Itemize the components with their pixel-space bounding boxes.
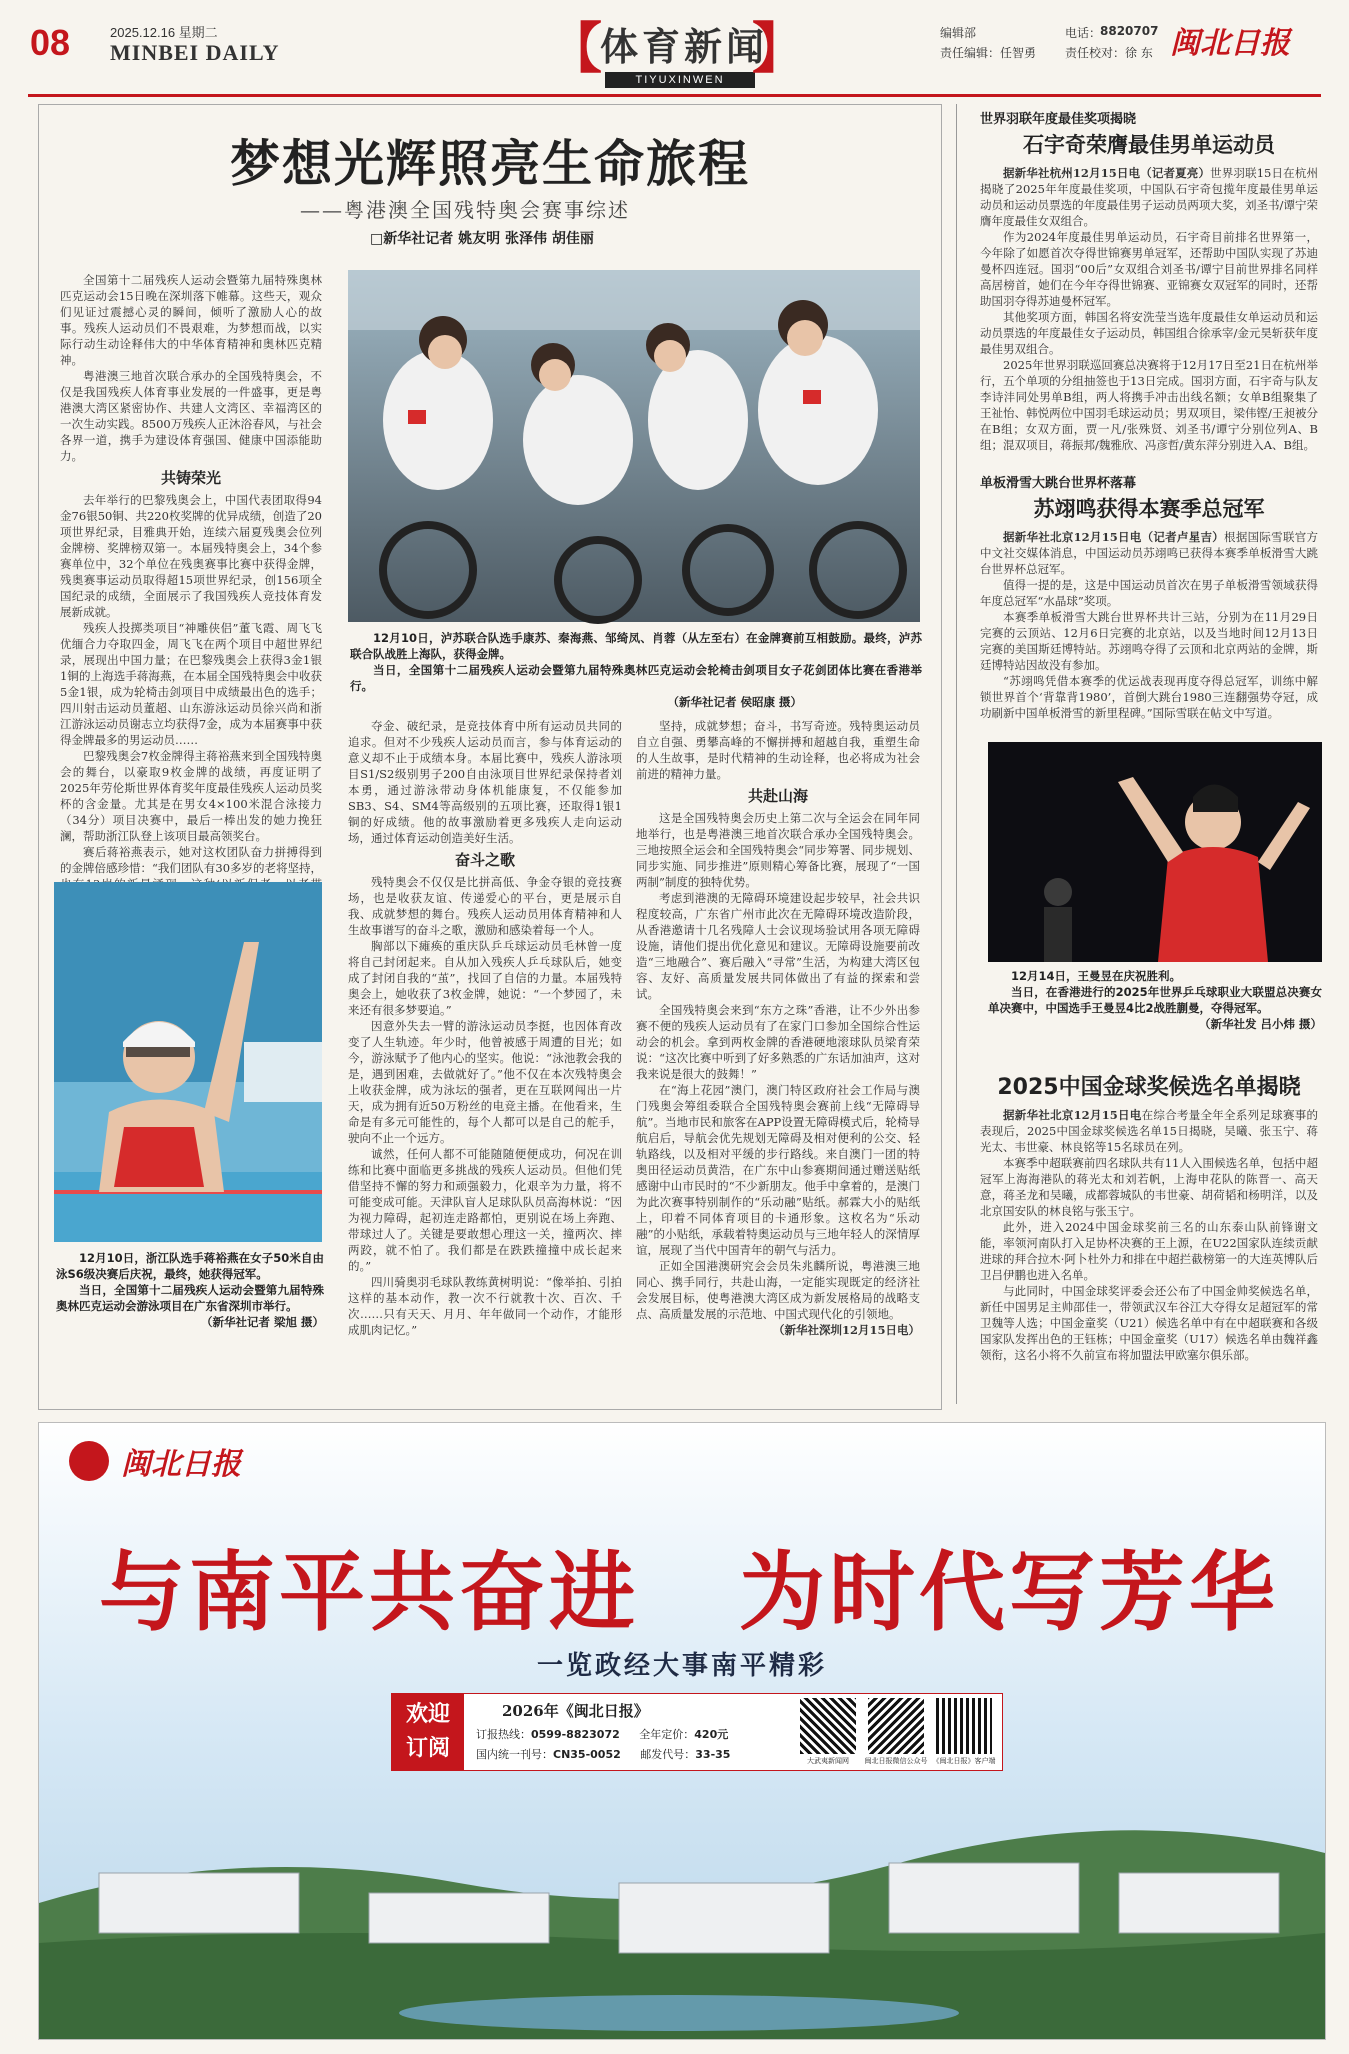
ad-logo-text: 闽北日报 [121,1447,241,1482]
responsible-editor: 责任编辑：任智勇 [940,46,1037,60]
bracket-left-icon: 【 [548,17,602,80]
phone-number: 8820707 [1100,24,1159,38]
paragraph: 全国第十二届残疾人运动会暨第九届特殊奥林匹克运动会15日晚在深圳落下帷幕。这些天，观众们见证过震撼心灵的瞬间，倾听了激励人心的故事。残疾人运动员们不畏艰难，为梦想而战，以实际行动生动诠释伟大的中华体育精神和奥林匹克精神。 [60,273,322,367]
article-badminton [980,108,1318,465]
paragraph: 去年举行的巴黎残奥会上，中国代表团取得94金76银50铜、共220枚奖牌的优异成绩，创造了20项世界纪录，目雅典开始，连续六届夏残奥会位列金牌榜、奖牌榜双第一。本届残特奥会上，34个参赛单位中，32个单位在残奥赛事比赛中获得金牌，残奥赛事运动员取得超15项世界纪录，创156项全国纪录的成绩，全面展示了我国残疾人竞技体育发展新成就。 [60,493,322,619]
hotline-row [476,1726,728,1742]
paragraph: 夺金、破纪录，是竞技体育中所有运动员共同的追求。但对不少残疾人运动员而言，参与体育运动的意义却不止于成绩本身。本届比赛中，残疾人游泳项目S1/S2级别男子200自由泳项目世界纪录保持者刘本勇，通过游泳带动身体机能康复，不仅能参加SB3、S4、SM4等高级别的五项比赛，还取得1银1铜的好成绩。他的故事激励着更多残疾人走向运动场，通过体育运动创造美好生活。 [348,719,622,845]
paragraph: 作为2024年度最佳男单运动员，石宇奇目前排名世界第一，今年除了如愿首次夺得世锦赛男单冠军，还帮助中国队实现了苏迪曼杯四连冠。国羽“00后”女双组合刘圣书/谭宁目前世界排名同样高居榜首，她们在今年夺得世锦赛、亚锦赛女双冠军的同时，还帮助国羽夺得苏迪曼杯冠军。 [980,230,1318,308]
article-title: 苏翊鸣获得本赛季总冠军 [1033,497,1265,521]
paragraph: 残疾人投掷类项目“神雕侠侣”董飞霞、周飞飞优缅合力夺取四金，周飞飞在两个项目中超世界纪录，展现出中国力量；在巴黎残奥会上获得3金1银1铜的上海选手蒋海燕，在本届全国残特奥会中收获5金1银，成为轮椅击剑项目中成绩最出色的选手；四川射击运动员董超、山东游泳运动员徐兴尚和浙江游泳运动员谢志立均获得7金，成为本届赛事中获得金牌最多的男运动员…… [60,621,322,747]
paragraph: 四川骑奥羽毛球队教练黄树明说：“像举拍、引拍这样的基本动作，教一次不行就教十次、百次、千次……只有天天、月月、年年做同一个动作，才能形成肌肉记忆。” [348,1275,622,1337]
swimmer-photo [54,882,322,1242]
fencing-photo-illustration [348,270,920,622]
editorial-dept: 编辑部 [940,26,977,40]
swimmer-photo-illustration [54,882,322,1242]
qr-code-icon [868,1698,924,1754]
caption-line: 当日，在香港进行的2025年世界乒乓球职业大联盟总决赛女单决赛中，中国选手王曼昱4比2战胜蒯曼，夺得冠军。 [988,985,1322,1015]
main-column-2 [348,718,622,1398]
photo-credit: （新华社发 吕小炜 摄） [1198,1017,1322,1031]
hotline-value: 0599-8823072 [531,1728,620,1741]
main-column-1 [60,272,323,875]
hotline-label: 订报热线： [476,1728,531,1741]
issn-row [476,1746,730,1762]
bracket-right-icon: 】 [752,17,806,80]
welcome-label: 欢迎 [405,1702,450,1727]
paragraph: 残特奥会不仅仅是比拼高低、争金夺银的竞技赛场，也是收获友谊、传递爱心的平台，更是展示自我、成就梦想的舞台。残疾人运动员用体育精神和人生故事谱写的奋斗之歌，激励和感染着每一个人。 [348,875,622,937]
issue-date: 2025.12.16 星期二 [110,25,218,40]
paragraph: 诚然，任何人都不可能随随便便成功，何况在训练和比赛中面临更多挑战的残疾人运动员。但他们凭借坚持不懈的努力和顽强毅力，化艰辛为力量，将不可能变成可能。天津队盲人足球队队员高海林说：“因为视力障碍，起初连走路都怕，更别说在场上奔跑、带球过人了。关键是要敢想心理这一关，撞两次、摔两跤，就不怕了。我们都是在跌跌撞撞中成长起来的。” [348,1147,622,1273]
qr-label: 大武夷新闻网 [807,1757,849,1765]
article-title: 2025中国金球奖候选名单揭晓 [997,1075,1301,1100]
paragraph: 与此同时，中国金球奖评委会还公布了中国金帅奖候选名单，新任中国男足主帅邵佳一，带领武汉车谷江大夺得女足超冠军的常卫魏等人选；中国金童奖（U21）候选名单中有在中超联赛和各级国家队发挥出色的王钰栋；中国金童奖（U17）候选名单由魏祥鑫领衔，这名小将不久前宣布将加盟法甲欧塞尔俱乐部。 [980,1284,1318,1362]
caption-line: 12月14日，王曼昱在庆祝胜利。 [1011,969,1182,983]
paragraph: 这是全国残特奥会历史上第二次与全运会在同年同地举行，也是粤港澳三地首次联合承办全国残特奥会。三地按照全运会和全国残特奥会“同步筹署、同步规划、同步实施、同步推进”原则精心筹备比赛，展现了“一国两制”制度的独特优势。 [636,811,920,889]
price-label: 全年定价： [639,1728,695,1741]
subscription-box [391,1693,1003,1771]
section-heading: 共铸荣光 [160,469,221,487]
article-lead: 据新华社北京12月15日电（记者卢星吉） [1003,530,1225,544]
paragraph: 巴黎残奥会7枚金牌得主蒋裕燕来到全国残特奥会的舞台，以豪取9枚金牌的战绩，再度证明了2025年劳伦斯世界体育奖年度最佳残疾人运动员奖杯的含金量。尤其是在男女4×100米混合泳接力（34分）项目决赛中，最后一棒出发的她力挽狂澜，帮助浙江队登上该项目最高领奖台。 [60,749,322,843]
price-value: 420元 [694,1728,729,1741]
paragraph: 全国残特奥会来到“东方之珠”香港，让不少外出参赛不便的残疾人运动员有了在家门口参加全国综合性运动会的机会。拿到两枚金牌的香港硬地滚球队员梁育荣说：“这次比赛中听到了好多熟悉的广东话加油声，这对我来说是很大的鼓舞！” [636,1003,920,1081]
qr-label: 闽北日报微信公众号 [864,1757,928,1765]
swimmer-photo-caption [56,1250,324,1330]
subscription-year-title: 2026年《闽北日报》 [502,1702,649,1720]
photo-credit: （新华社记者 侯昭康 摄） [667,695,802,709]
caption-line: 当日，全国第十二届残疾人运动会暨第九届特殊奥林匹克运动会游泳项目在广东省深圳市举行。 [56,1283,324,1313]
postal-label: 邮发代号： [640,1748,696,1761]
section-heading: 奋斗之歌 [454,851,515,869]
article-title: 石宇奇荣膺最佳男单运动员 [1023,133,1275,157]
newspaper-logo: 闽北日报 [1170,26,1290,61]
photo-credit: （新华社记者 梁旭 摄） [200,1315,324,1329]
ad-slogan-right: 为时代写芳华 [739,1543,1279,1643]
fencing-photo [348,270,920,622]
paragraph: 因意外失去一臂的游泳运动员李挺，也因体育改变了人生轨迹。年少时，他曾被感于周遭的目光；如今，游泳赋予了他内心的坚实。他说：“泳池教会我的是，遇到困难，去做就好了。”他不仅在本次残特奥会上收获金牌，成为泳坛的强者，更在互联网闯出一片天，成为拥有近50万粉丝的电竞主播。在他看来，生命是有多元可能性的，每个人都可以是自己的舵手，驶向不止一个远方。 [348,1019,622,1145]
paragraph: 此外，进入2024中国金球奖前三名的山东泰山队前锋谢文能，率领河南队打入足协杯决赛的王上源，在U22国家队连续贡献进球的拜合拉木·阿卜杜外力和排在中超拦截榜第一的大连英博队后卫吕伊鹏也进入名单。 [980,1220,1318,1282]
column-divider [956,104,957,1404]
ad-slogan-left: 与南平共奋进 [99,1543,639,1643]
paragraph: 坚持，成就梦想；奋斗，书写奇迹。残特奥运动员自立自强、勇攀高峰的不懈拼搏和超越自我，重塑生命的人生故事，是时代精神的生动诠释，也必将成为社会前进的精神力量。 [636,719,920,781]
paragraph: 赛后蒋裕燕表示，她对这枚团队奋力拼搏得到的金牌倍感珍惜：“我们团队有30多岁的老将坚持， [60,845,323,875]
masthead [0,0,1349,88]
section-title-en: TIYUXINWEN [605,72,755,88]
paragraph: 考虑到港澳的无障碍环境建设起步较早，社会共识程度较高，广东省广州市此次在无障碍环境改造阶段，从香港邀请十几名残障人士会议现场验试用各项无障碍设施，请他们提出优化意见和建议。无障碍设施要前改造“三地融合”、赛后融入“寻常”生活，为构建大湾区包容、友好、高质量发展共同体做出了有益的探索和尝试。 [636,891,920,1001]
postal-value: 33-35 [695,1748,731,1761]
ad-tagline: 一览政经大事南平精彩 [536,1651,827,1681]
paragraph: 值得一提的是，这是中国运动员首次在男子单板滑雪领域获得年度总冠军“水晶球”奖项。 [980,578,1318,608]
section-title: 体育新闻 [600,25,769,69]
paragraph: 世界羽联15日在杭州揭晓了2025年年度最佳奖项，中国队石宇奇包揽年度最佳男单运动员和运动员票选的年度最佳男子运动员两项大奖，刘圣书/谭宁荣膺年度最佳女双组合。 [980,166,1318,228]
main-headline: 梦想光辉照亮生命旅程 [230,135,750,193]
caption-line: 当日，全国第十二届残疾人运动会暨第九届特殊奥林匹克运动会轮椅击剑项目女子花剑团体比赛在香港举行。 [350,663,922,693]
paper-name-en: MINBEI DAILY [110,40,280,65]
welcome-subscribe-badge [392,1694,464,1770]
table-tennis-caption [988,968,1322,1032]
article-lead: 据新华社北京12月15日电 [1003,1108,1142,1122]
qr-code-icon [800,1698,856,1754]
article-snowboard [980,472,1318,751]
paragraph: 在综合考量全年全系列足球赛事的表现后，2025中国金球奖候选名单15日揭晓，吴曦、张玉宁、蒋光太、韦世豪、林良铭等15名球员在列。 [980,1108,1319,1154]
fencing-photo-caption [350,630,922,710]
paragraph: 正如全国港澳研究会会员朱兆麟所说，粤港澳三地同心、携手同行，共赴山海，一定能实现既定的经济社会发展目标，使粤港澳大湾区成为新发展格局的战略支点、高质量发展的示范地、中国式现代化的引领地。 [636,1259,920,1321]
paragraph: 胸部以下瘫痪的重庆队乒乓球运动员毛林曾一度将自己封闭起来。自从加入残疾人乒乓球队后，她变成了封闭自我的“茧”，找回了自信的力量。本届残特奥会上，她收获了3枚金牌，她说：“一个梦园了，未来还有很多梦要追。” [348,939,622,1017]
paragraph: 本赛季中超联赛前四名球队共有11人入围候选名单，包括中超冠军上海海港队的蒋光太和刘若帆，上海申花队的陈晋一、高天意，蒋圣龙和吴曦，成都蓉城队的韦世豪、胡荷韬和杨明洋，以及北京国安队的林良铭与张玉宁。 [980,1156,1318,1218]
table-tennis-photo [988,742,1322,962]
header-rule [28,94,1321,97]
paragraph: 本赛季单板滑雪大跳台世界杯共计三站，分别为在11月29日完赛的云顶站、12月6日完赛的北京站，以及当地时间12月13日完赛的美国斯廷博特站。苏翊鸣夺得了云顶和北京两站的金牌，斯廷博特站因故没有参加。 [980,610,1318,672]
article-lead: 据新华社杭州12月15日电（记者夏亮） [1003,166,1211,180]
paragraph: 其他奖项方面，韩国名将安洗莹当选年度最佳女单运动员和运动员票选的年度最佳女子运动员，韩国组合徐承宰/金元昊斩获年度最佳男双组合。 [980,310,1318,356]
paragraph: 粤港澳三地首次联合承办的全国残特奥会，不仅是我国残疾人体育事业发展的一件盛事，更是粤港澳大湾区紧密协作、共建人文湾区、幸福湾区的一次生动实践。8500万残疾人正沐浴春风，与社会各界一道，携手为建设体育强国、健康中国添能助力。 [60,369,322,463]
subscribe-label: 订阅 [405,1736,450,1761]
caption-line: 12月10日，浙江队选手蒋裕燕在女子50米自由泳S6级决赛后庆祝，最终，她获得冠军。 [56,1251,324,1281]
article-kicker: 世界羽联年度最佳奖项揭晓 [980,112,1137,127]
dateline-credit: （新华社深圳12月15日电） [772,1323,920,1337]
responsible-proofreader: 责任校对：徐 东 [1065,46,1153,60]
subscription-advertisement [38,1422,1326,2040]
issn-value: CN35-0052 [553,1748,621,1761]
qr-label: 《闽北日报》客户端 [932,1757,996,1765]
paragraph: 根据国际雪联官方中文社交媒体消息，中国运动员苏翊鸣已获得本赛季单板滑雪大跳台世界杯总冠军。 [980,530,1319,576]
section-heading: 共赴山海 [747,787,808,805]
paragraph: “苏翊鸣凭借本赛季的优运战表现再度夺得总冠军，训练中解锁世界首个‘背靠背1980’，首倒大跳台1980三连翻强势夺冠，成功刷新中国单板滑雪的新里程碑。”国际雪联在帖文中写道。 [980,674,1318,720]
article-golden-ball [980,1068,1318,1417]
issn-label: 国内统一刊号： [476,1748,553,1761]
page-number: 08 [30,22,71,63]
paragraph: 2025年世界羽联巡回赛总决赛将于12月17日至21日在杭州举行，五个单项的分组抽签也于13日完成。国羽方面，石宇奇与队友李诗沣同处男单B组，两人将携手冲击出线名额；女单B组聚集了王祉怡、韩悦两位中国羽毛球运动员；男双项目，梁伟铿/王昶被分在B组；女双方面，贾一凡/张殊贤、刘圣书/谭宁分别位列A、B组；混双项目，蒋振邦/魏雅欣、冯彦哲/黄东萍分别进入A、B组。 [980,358,1318,452]
table-tennis-photo-illustration [988,742,1322,962]
paragraph: 在“海上花园”澳门，澳门特区政府社会工作局与澳门残奥会筹组委联合全国残特奥会赛前上线“无障碍导航”。当地市民和旅客在APP设置无障碍模式后，轮椅导航启后，导航会优先规划无障碍及相对便利的公交、轻轨路线，以及相对平缓的步行路线。来自澳门一团的特奥田径运动员黄浩，在广东中山参赛期间通过赠送贴纸感谢中山市民时的“不少新朋友。他手中拿着的，是澳门为此次赛事特别制作的“乐动融”贴纸。郝霖大小的贴纸上，印着不同体育项目的卡通形象。这枚名为“乐动融”的小贴纸，承载着特奥运动员与三地年轻人的深情厚谊，展现了当代中国青年的朝气与活力。 [636,1083,920,1257]
caption-line: 12月10日，泸苏联合队选手康苏、秦海燕、邹绮凤、肖蓉（从左至右）在金牌赛前互相鼓励。最终，泸苏联合队战胜上海队，获得金牌。 [350,631,922,661]
phone-label: 电话： [1065,26,1102,40]
ad-logo-icon [69,1441,109,1481]
qr-code-icon [936,1698,992,1754]
main-byline: □新华社记者 姚友明 张泽伟 胡佳丽 [370,231,594,247]
main-subhead: ——粤港澳全国残特奥会赛事综述 [300,198,630,222]
main-column-3 [636,718,920,1398]
article-kicker: 单板滑雪大跳台世界杯落幕 [980,476,1137,491]
